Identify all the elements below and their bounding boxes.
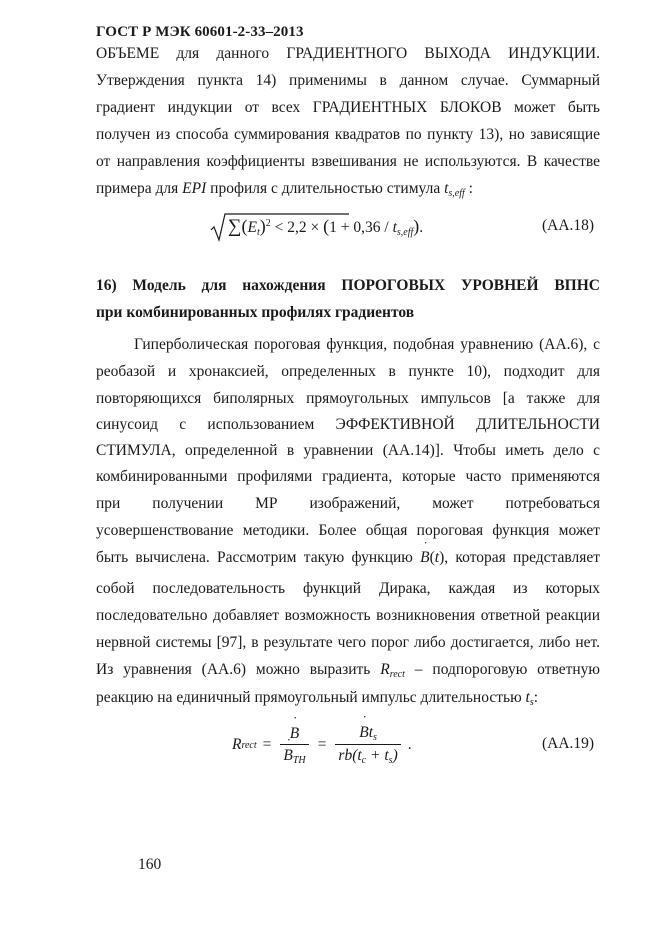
paragraph-line: получен из способа суммирования квадратов по пункту 13), но зависящие (96, 126, 600, 143)
section-heading: при комбинированных профилях градиентов (96, 304, 415, 321)
paragraph-line: реакцию на единичный прямоугольный импульс длительностью $t_s$: (96, 689, 539, 708)
equation-aa19: R rect = ˙ B ˙ $B_{TH}$ = ˙ $\frac{Bt_s}{rb(t_c + t_s)}$ . (232, 720, 412, 770)
text-fragment: : (464, 180, 473, 197)
page-number: 160 (138, 856, 162, 873)
paragraph-line: собой последовательность функций Дирака, каждая из которых (96, 580, 600, 597)
pulse-duration-symbol: $t_s$ (525, 689, 534, 708)
paragraph-line: усовершенствование методики. Более общая пороговая функция может (96, 522, 600, 539)
epi-term: EPI (182, 180, 207, 197)
paragraph-line: повторяющихся биполярных прямоугольных импульсов [а также для (96, 390, 600, 407)
equation-number: (АА.18) (542, 217, 595, 234)
paragraph-line: от направления коэффициенты взвешивания не используются. В качестве (96, 153, 600, 170)
text-fragment: профиля с длительностью стимула (206, 180, 445, 197)
equation-number: (АА.19) (542, 735, 595, 752)
paragraph-line: комбинированными профилями градиента, которые часто применяются (96, 468, 600, 485)
stimulus-duration-symbol: $t_{s,eff}$ (444, 180, 465, 199)
sum-symbol: ∑ (228, 216, 242, 237)
paragraph-line: градиент индукции от всех ГРАДИЕНТНЫХ БЛОКОВ может быть (96, 99, 600, 116)
paragraph-line: Гиперболическая пороговая функция, подобная уравнению (АА.6), с (134, 336, 600, 353)
paragraph-line: СТИМУЛА, определенной в уравнении (АА.14)]. Чтобы иметь дело с (96, 442, 600, 459)
paragraph-line: при получении МР изображений, может потребоваться (96, 495, 600, 512)
paragraph-line: Утверждения пункта 14) применимы в данном случае. Суммарный (96, 72, 600, 89)
fraction: ˙ B ˙ $B_{TH}$ (280, 725, 308, 766)
paragraph-line: последовательно добавляет возможность возникновения ответной реакции (96, 607, 600, 624)
r-rect-symbol: $R_{rect}$ (380, 661, 405, 680)
standard-header: ГОСТ Р МЭК 60601-2-33–2013 (96, 24, 304, 40)
paragraph-line (96, 179, 600, 204)
equation-aa18: $\sum(E_t)^2 < 2,2 \times (1 + 0,36 / t_{s,eff})$. (228, 216, 424, 238)
paragraph-line: нервной системы [97], в результате чего порог либо достигается, либо нет. (96, 634, 600, 651)
paragraph-line: Из уравнения (АА.6) можно выразить $R_{rect}$ – подпороговую ответную (96, 661, 600, 680)
paragraph-line: ОБЪЕМЕ для данного ГРАДИЕНТНОГО ВЫХОДА ИНДУКЦИИ. (96, 45, 600, 62)
fraction: ˙ $\frac{Bt_s}{rb(t_c + t_s)}$ (335, 724, 400, 766)
paragraph-line: быть вычислена. Рассмотрим такую функцию ˙ B(t), которая представляет (96, 548, 600, 568)
text-fragment: примера для (96, 180, 183, 197)
paragraph-line: реобазой и хронаксией, определенных в пункте 10), подходит для (96, 363, 600, 380)
section-heading: 16) Модель для нахождения ПОРОГОВЫХ УРОВНЕЙ ВПНС (96, 277, 600, 294)
b-dot-symbol: ˙ B (420, 548, 429, 568)
paragraph-line: синусоид с использованием ЭФФЕКТИВНОЙ ДЛИТЕЛЬНОСТИ (96, 416, 600, 433)
